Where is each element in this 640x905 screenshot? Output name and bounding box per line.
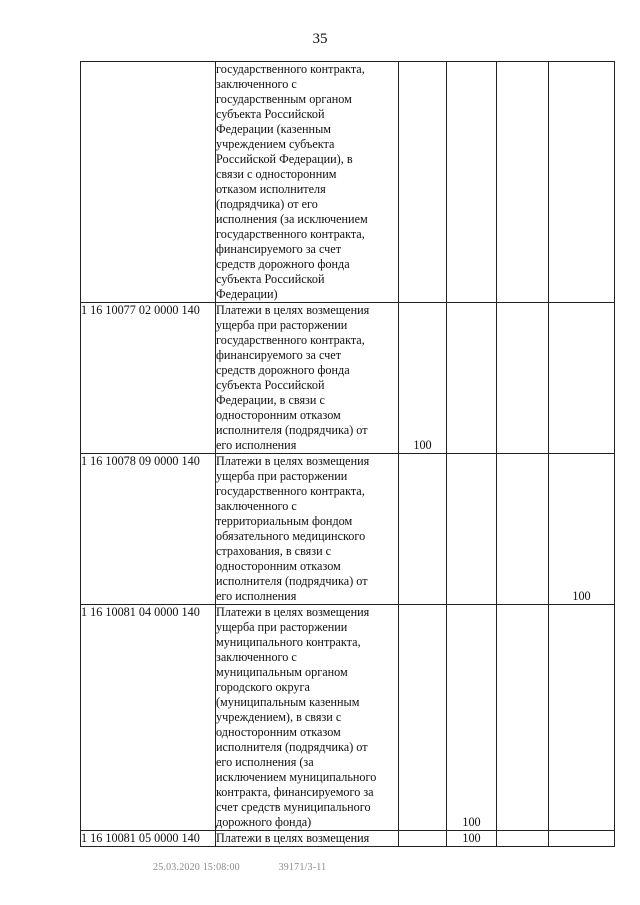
- description-line: государственного контракта,: [216, 333, 365, 347]
- description-line: Платежи в целях возмещения: [216, 831, 370, 845]
- value-cell: [399, 831, 447, 847]
- value-cell: [497, 62, 549, 303]
- value-text: 100: [462, 831, 481, 845]
- table-row: [81, 303, 615, 454]
- description-line: связи с односторонним: [216, 167, 337, 181]
- description-line: односторонним отказом: [216, 725, 341, 739]
- description-line: муниципального контракта,: [216, 635, 361, 649]
- description-line: обязательного медицинского: [216, 529, 366, 543]
- description-line: Федерации): [216, 287, 278, 301]
- description-line: субъекта Российской: [216, 378, 325, 392]
- description-line: государственного контракта,: [216, 484, 365, 498]
- description-line: ущерба при расторжении: [216, 318, 348, 332]
- page-number: 35: [312, 31, 328, 47]
- description-line: односторонним отказом: [216, 559, 341, 573]
- description-line: государственного контракта,: [216, 227, 365, 241]
- value-cell: [399, 605, 447, 831]
- value-cell: [497, 831, 549, 847]
- code-cell: 1 16 10078 09 0000 140: [81, 454, 216, 605]
- description-line: дорожного фонда): [216, 815, 312, 829]
- code-cell: 1 16 10077 02 0000 140: [81, 303, 216, 454]
- value-cell: [549, 831, 615, 847]
- payments-table: [80, 61, 615, 847]
- value-cell: [549, 605, 615, 831]
- value-cell: [549, 303, 615, 454]
- value-cell: [497, 454, 549, 605]
- description-line: односторонним отказом: [216, 408, 341, 422]
- value-text: 100: [413, 438, 432, 452]
- value-cell: [497, 605, 549, 831]
- description-line: Платежи в целях возмещения: [216, 605, 370, 619]
- description-line: государственным органом: [216, 92, 352, 106]
- description-line: городского округа: [216, 680, 310, 694]
- description-line: финансируемого за счет: [216, 348, 342, 362]
- value-cell: [447, 303, 497, 454]
- code-cell: 1 16 10081 04 0000 140: [81, 605, 216, 831]
- value-cell: [447, 454, 497, 605]
- table-row: [81, 605, 615, 831]
- description-line: Платежи в целях возмещения: [216, 454, 370, 468]
- description-line: Федерации, в связи с: [216, 393, 325, 407]
- description-line: средств дорожного фонда: [216, 363, 350, 377]
- description-line: финансируемого за счет: [216, 242, 342, 256]
- description-line: отказом исполнителя: [216, 182, 326, 196]
- description-line: Федерации (казенным: [216, 122, 331, 136]
- description-line: его исполнения: [216, 438, 297, 452]
- description-line: заключенного с: [216, 650, 297, 664]
- value-cell: [399, 454, 447, 605]
- description-line: учреждением), в связи с: [216, 710, 342, 724]
- value-cell: [399, 62, 447, 303]
- table-row: [81, 831, 615, 847]
- value-cell: [447, 831, 497, 847]
- description-cell: [216, 605, 399, 831]
- description-line: счет средств муниципального: [216, 800, 371, 814]
- description-line: исполнителя (подрядчика) от: [216, 740, 368, 754]
- description-cell: [216, 303, 399, 454]
- value-cell: [549, 454, 615, 605]
- description-line: ущерба при расторжении: [216, 620, 348, 634]
- description-line: Платежи в целях возмещения: [216, 303, 370, 317]
- description-line: учреждением субъекта: [216, 137, 335, 151]
- value-text: 100: [462, 815, 481, 829]
- description-line: (подрядчика) от его: [216, 197, 318, 211]
- description-line: исполнителя (подрядчика) от: [216, 574, 368, 588]
- description-line: контракта, финансируемого за: [216, 785, 374, 799]
- description-line: (муниципальным казенным: [216, 695, 360, 709]
- description-line: заключенного с: [216, 499, 297, 513]
- table-row: [81, 62, 615, 303]
- description-line: Российской Федерации), в: [216, 152, 353, 166]
- description-line: субъекта Российской: [216, 272, 325, 286]
- description-line: средств дорожного фонда: [216, 257, 350, 271]
- document-footer: [153, 862, 362, 873]
- description-cell: [216, 454, 399, 605]
- value-cell: [447, 605, 497, 831]
- description-line: территориальным фондом: [216, 514, 353, 528]
- footer-document-id: 39171/3-11: [278, 862, 327, 873]
- description-line: муниципальным органом: [216, 665, 348, 679]
- description-line: ущерба при расторжении: [216, 469, 348, 483]
- description-line: страхования, в связи с: [216, 544, 332, 558]
- description-cell: [216, 831, 399, 847]
- description-line: субъекта Российской: [216, 107, 325, 121]
- description-cell: [216, 62, 399, 303]
- code-cell: 1 16 10081 05 0000 140: [81, 831, 216, 847]
- value-cell: [497, 303, 549, 454]
- description-line: исполнителя (подрядчика) от: [216, 423, 368, 437]
- description-line: его исполнения: [216, 589, 297, 603]
- table-row: [81, 454, 615, 605]
- footer-timestamp: 25.03.2020 15:08:00: [153, 862, 240, 873]
- value-cell: [549, 62, 615, 303]
- description-line: его исполнения (за: [216, 755, 314, 769]
- value-cell: [399, 303, 447, 454]
- value-cell: [447, 62, 497, 303]
- description-line: исключением муниципального: [216, 770, 377, 784]
- code-cell: [81, 62, 216, 303]
- value-text: 100: [572, 589, 591, 603]
- description-line: исполнения (за исключением: [216, 212, 368, 226]
- description-line: заключенного с: [216, 77, 297, 91]
- description-line: государственного контракта,: [216, 62, 365, 76]
